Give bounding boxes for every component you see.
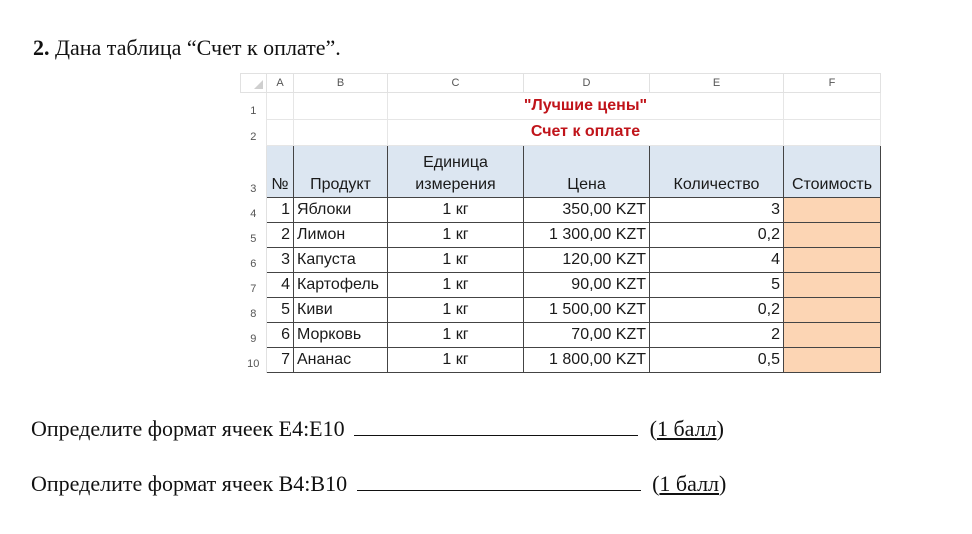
select-all-corner[interactable] <box>241 74 267 93</box>
table-cell[interactable]: 1 кг <box>388 322 524 347</box>
table-header-cell[interactable]: Стоимость <box>784 145 881 197</box>
table-cell[interactable]: 70,00 KZT <box>524 322 650 347</box>
table-cell[interactable]: 0,5 <box>650 347 784 372</box>
column-header-4[interactable]: E <box>650 74 784 93</box>
table-row <box>241 297 881 322</box>
table-header-cell[interactable]: Единица измерения <box>388 145 524 197</box>
task-statement <box>33 34 341 62</box>
cell-empty[interactable] <box>294 119 388 145</box>
table-cell[interactable]: 1 кг <box>388 247 524 272</box>
column-header-2[interactable]: C <box>388 74 524 93</box>
cost-cell[interactable] <box>784 222 881 247</box>
table-header-cell[interactable]: № <box>267 145 294 197</box>
table-cell[interactable]: 1 кг <box>388 297 524 322</box>
title-row-2 <box>241 119 881 145</box>
table-cell[interactable]: 1 кг <box>388 272 524 297</box>
table-cell[interactable]: 4 <box>267 272 294 297</box>
row-header[interactable]: 1 <box>241 93 267 120</box>
table-cell[interactable]: Яблоки <box>294 197 388 222</box>
table-cell[interactable]: 1 кг <box>388 347 524 372</box>
row-header[interactable]: 3 <box>241 145 267 197</box>
row-header[interactable]: 6 <box>241 247 267 272</box>
table-cell[interactable]: Лимон <box>294 222 388 247</box>
table-cell[interactable]: 0,2 <box>650 297 784 322</box>
table-cell[interactable]: 1 кг <box>388 197 524 222</box>
row-header[interactable]: 4 <box>241 197 267 222</box>
cost-cell[interactable] <box>784 197 881 222</box>
table-cell[interactable]: 120,00 KZT <box>524 247 650 272</box>
table-cell[interactable]: 350,00 KZT <box>524 197 650 222</box>
table-cell[interactable]: 2 <box>267 222 294 247</box>
cost-cell[interactable] <box>784 247 881 272</box>
row-header[interactable]: 7 <box>241 272 267 297</box>
table-row <box>241 222 881 247</box>
question-1-points: (1 балл) <box>649 416 724 441</box>
table-cell[interactable]: Капуста <box>294 247 388 272</box>
title-row-1 <box>241 93 881 120</box>
table-cell[interactable]: 5 <box>650 272 784 297</box>
column-header-1[interactable]: B <box>294 74 388 93</box>
sheet-title1[interactable]: "Лучшие цены" <box>388 93 784 120</box>
cell-empty[interactable] <box>784 119 881 145</box>
table-cell[interactable]: 2 <box>650 322 784 347</box>
column-header-3[interactable]: D <box>524 74 650 93</box>
row-header[interactable]: 2 <box>241 119 267 145</box>
row-header[interactable]: 10 <box>241 347 267 372</box>
question-2-text: Определите формат ячеек B4:B10 <box>31 471 348 496</box>
question-1-text: Определите формат ячеек E4:E10 <box>31 416 345 441</box>
table-cell[interactable]: 7 <box>267 347 294 372</box>
cost-cell[interactable] <box>784 322 881 347</box>
answer-blank-2[interactable] <box>357 471 641 491</box>
task-text: Дана таблица “Счет к оплате”. <box>55 35 341 60</box>
table-cell[interactable]: 1 800,00 KZT <box>524 347 650 372</box>
table-cell[interactable]: 1 500,00 KZT <box>524 297 650 322</box>
cost-cell[interactable] <box>784 347 881 372</box>
table-cell[interactable]: 1 кг <box>388 222 524 247</box>
row-header[interactable]: 8 <box>241 297 267 322</box>
table-cell[interactable]: Киви <box>294 297 388 322</box>
table-header-row <box>241 145 881 197</box>
cell-empty[interactable] <box>784 93 881 120</box>
spreadsheet-image <box>240 73 881 373</box>
column-header-0[interactable]: A <box>267 74 294 93</box>
spreadsheet-table <box>240 73 881 373</box>
table-row <box>241 197 881 222</box>
table-row <box>241 247 881 272</box>
row-header[interactable]: 9 <box>241 322 267 347</box>
table-header-cell[interactable]: Продукт <box>294 145 388 197</box>
task-number: 2. <box>33 35 50 60</box>
table-cell[interactable]: 4 <box>650 247 784 272</box>
table-cell[interactable]: Морковь <box>294 322 388 347</box>
table-row <box>241 322 881 347</box>
answer-blank-1[interactable] <box>354 416 638 436</box>
table-header-cell[interactable]: Количество <box>650 145 784 197</box>
table-row <box>241 272 881 297</box>
table-cell[interactable]: 3 <box>267 247 294 272</box>
row-header[interactable]: 5 <box>241 222 267 247</box>
cell-empty[interactable] <box>267 119 294 145</box>
cost-cell[interactable] <box>784 297 881 322</box>
table-cell[interactable]: 90,00 KZT <box>524 272 650 297</box>
table-cell[interactable]: 5 <box>267 297 294 322</box>
sheet-title2[interactable]: Счет к оплате <box>388 119 784 145</box>
table-header-cell[interactable]: Цена <box>524 145 650 197</box>
cell-empty[interactable] <box>294 93 388 120</box>
question-2-points: (1 балл) <box>652 471 727 496</box>
table-cell[interactable]: 1 <box>267 197 294 222</box>
table-cell[interactable]: Картофель <box>294 272 388 297</box>
cell-empty[interactable] <box>267 93 294 120</box>
question-2 <box>31 470 726 498</box>
table-cell[interactable]: 3 <box>650 197 784 222</box>
question-1 <box>31 415 724 443</box>
cost-cell[interactable] <box>784 272 881 297</box>
column-header-row <box>241 74 881 93</box>
table-cell[interactable]: Ананас <box>294 347 388 372</box>
table-cell[interactable]: 0,2 <box>650 222 784 247</box>
column-header-5[interactable]: F <box>784 74 881 93</box>
table-cell[interactable]: 1 300,00 KZT <box>524 222 650 247</box>
table-row <box>241 347 881 372</box>
table-cell[interactable]: 6 <box>267 322 294 347</box>
